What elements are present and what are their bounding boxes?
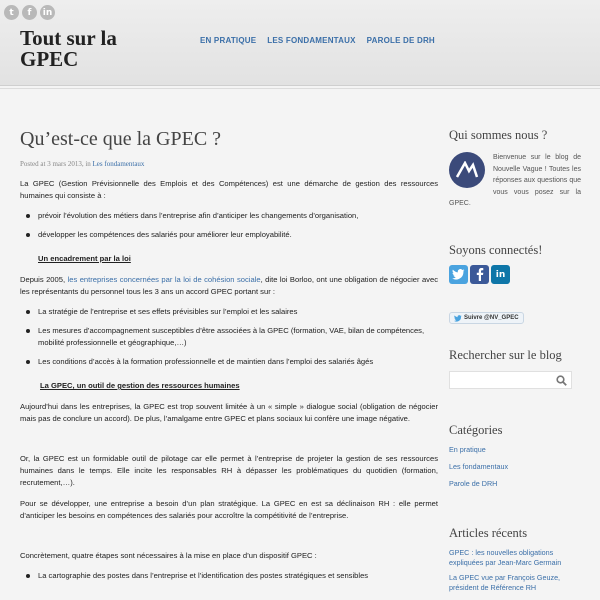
follow-label: Suivre @NV_GPEC bbox=[464, 315, 519, 321]
post-date: Posted at 3 mars 2013, in bbox=[20, 160, 93, 168]
bullet-list-1 bbox=[20, 210, 438, 241]
list-item: Les mesures d’accompagnement susceptibles d’être associées à la GPEC (formation, VAE, bilan de compétences, mobilité professionnelle et géographique,…) bbox=[20, 325, 438, 349]
list-item: développer les compétences des salariés pour améliorer leur employabilité. bbox=[20, 229, 438, 241]
header-divider bbox=[0, 88, 600, 89]
recent-articles-list bbox=[449, 548, 589, 598]
list-item: prévoir l’évolution des métiers dans l’entreprise afin d’anticiper les changements d’organisation, bbox=[20, 210, 438, 222]
category-link-en-pratique[interactable]: En pratique bbox=[449, 445, 486, 454]
about-heading: Qui sommes nous ? bbox=[449, 128, 548, 142]
facebook-icon[interactable] bbox=[470, 265, 489, 284]
nav-item-en-pratique[interactable]: EN PRATIQUE bbox=[200, 36, 257, 45]
paragraph-aujourdhui: Aujourd’hui dans les entreprises, la GPEC est trop souvent limitée à un « simple » dialogue social (obligation de négocier mais pas de conclure un accord). De plus, l’amalgame entre GPEC et plans sociaux lui confère une image négative. bbox=[20, 402, 438, 423]
header-social-links bbox=[4, 5, 55, 20]
post-meta bbox=[20, 160, 144, 168]
twitter-icon[interactable]: t bbox=[4, 5, 19, 20]
post-title[interactable]: Qu’est-ce que la GPEC ? bbox=[20, 128, 222, 150]
text: Depuis 2005, bbox=[20, 275, 68, 284]
twitter-bird-icon bbox=[454, 315, 462, 322]
search-heading: Rechercher sur le blog bbox=[449, 348, 562, 362]
loi-borloo-link[interactable]: les entreprises concernées par la loi de cohésion sociale bbox=[67, 275, 261, 284]
about-text bbox=[449, 152, 581, 210]
paragraph-etapes: Concrètement, quatre étapes sont nécessaires à la mise en place d’un dispositif GPEC : bbox=[20, 551, 317, 560]
category-link-parole-de-drh[interactable]: Parole de DRH bbox=[449, 479, 498, 488]
about-description: Bienvenue sur le blog de Nouvelle Vague ! Toutes les réponses aux questions que vous vous posez sur la GPEC. bbox=[449, 154, 581, 207]
bullet-list-2 bbox=[20, 306, 438, 368]
recent-heading: Articles récents bbox=[449, 526, 528, 540]
paragraph-pilotage: Or, la GPEC est un formidable outil de pilotage car elle permet à l’entreprise de projeter la gestion de ses ressources humaines dans le temps. Elle incite les responsables RH à dépasser les problématiques du quotidien (formation, recrutement,…). bbox=[20, 454, 438, 487]
bullet-list-3 bbox=[20, 570, 438, 582]
law-paragraph bbox=[20, 274, 438, 298]
nav-item-les-fondamentaux[interactable]: LES FONDAMENTAUX bbox=[267, 36, 356, 45]
social-links bbox=[449, 265, 510, 284]
twitter-follow-button[interactable] bbox=[449, 312, 524, 324]
categories-list bbox=[449, 445, 508, 496]
nav-item-parole-de-drh[interactable]: PAROLE DE DRH bbox=[366, 36, 435, 45]
connect-heading: Soyons connectés! bbox=[449, 243, 543, 257]
subhead-outil: La GPEC, un outil de gestion des ressources humaines bbox=[40, 381, 240, 390]
post-category-link[interactable]: Les fondamentaux bbox=[92, 160, 145, 168]
linkedin-icon[interactable]: in bbox=[491, 265, 510, 284]
linkedin-icon[interactable]: in bbox=[40, 5, 55, 20]
list-item: La cartographie des postes dans l’entreprise et l’identification des postes stratégiques et sensibles bbox=[20, 570, 438, 582]
nouvelle-vague-logo bbox=[449, 152, 485, 188]
site-title[interactable]: Tout sur la GPEC bbox=[20, 26, 117, 71]
text: , dite loi Borloo, ont une obligation de négocier avec les représentants du personnel tous les 3 ans un accord GPEC portant sur : bbox=[20, 275, 439, 296]
subhead-loi: Un encadrement par la loi bbox=[38, 254, 131, 263]
post-content bbox=[20, 178, 438, 582]
list-item: La stratégie de l’entreprise et ses effets prévisibles sur l’emploi et les salaires bbox=[20, 306, 438, 318]
search-input[interactable] bbox=[449, 371, 572, 389]
categories-heading: Catégories bbox=[449, 423, 503, 437]
recent-article-link[interactable]: La GPEC vue par François Geuze, président de Référence RH bbox=[449, 573, 561, 592]
intro-paragraph: La GPEC (Gestion Prévisionnelle des Emplois et des Compétences) est une démarche de gestion des ressources humaines qui consiste à : bbox=[20, 179, 438, 200]
list-item: Les conditions d’accès à la formation professionnelle et de maintien dans l’emploi des salariés âgés bbox=[20, 356, 438, 368]
site-header bbox=[0, 0, 600, 86]
facebook-icon[interactable]: f bbox=[22, 5, 37, 20]
paragraph-plan-strategique: Pour se développer, une entreprise a besoin d’un plan stratégique. La GPEC en est sa déclinaison RH : elle permet d’anticiper les besoins en compétences des salariés pour accroître la compétitivité de l’entreprise. bbox=[20, 499, 438, 520]
recent-article-link[interactable]: GPEC : les nouvelles obligations expliquées par Jean-Marc Germain bbox=[449, 548, 562, 567]
main-nav bbox=[200, 36, 435, 45]
category-link-les-fondamentaux[interactable]: Les fondamentaux bbox=[449, 462, 509, 471]
twitter-icon[interactable] bbox=[449, 265, 468, 284]
search-icon[interactable] bbox=[556, 375, 567, 386]
